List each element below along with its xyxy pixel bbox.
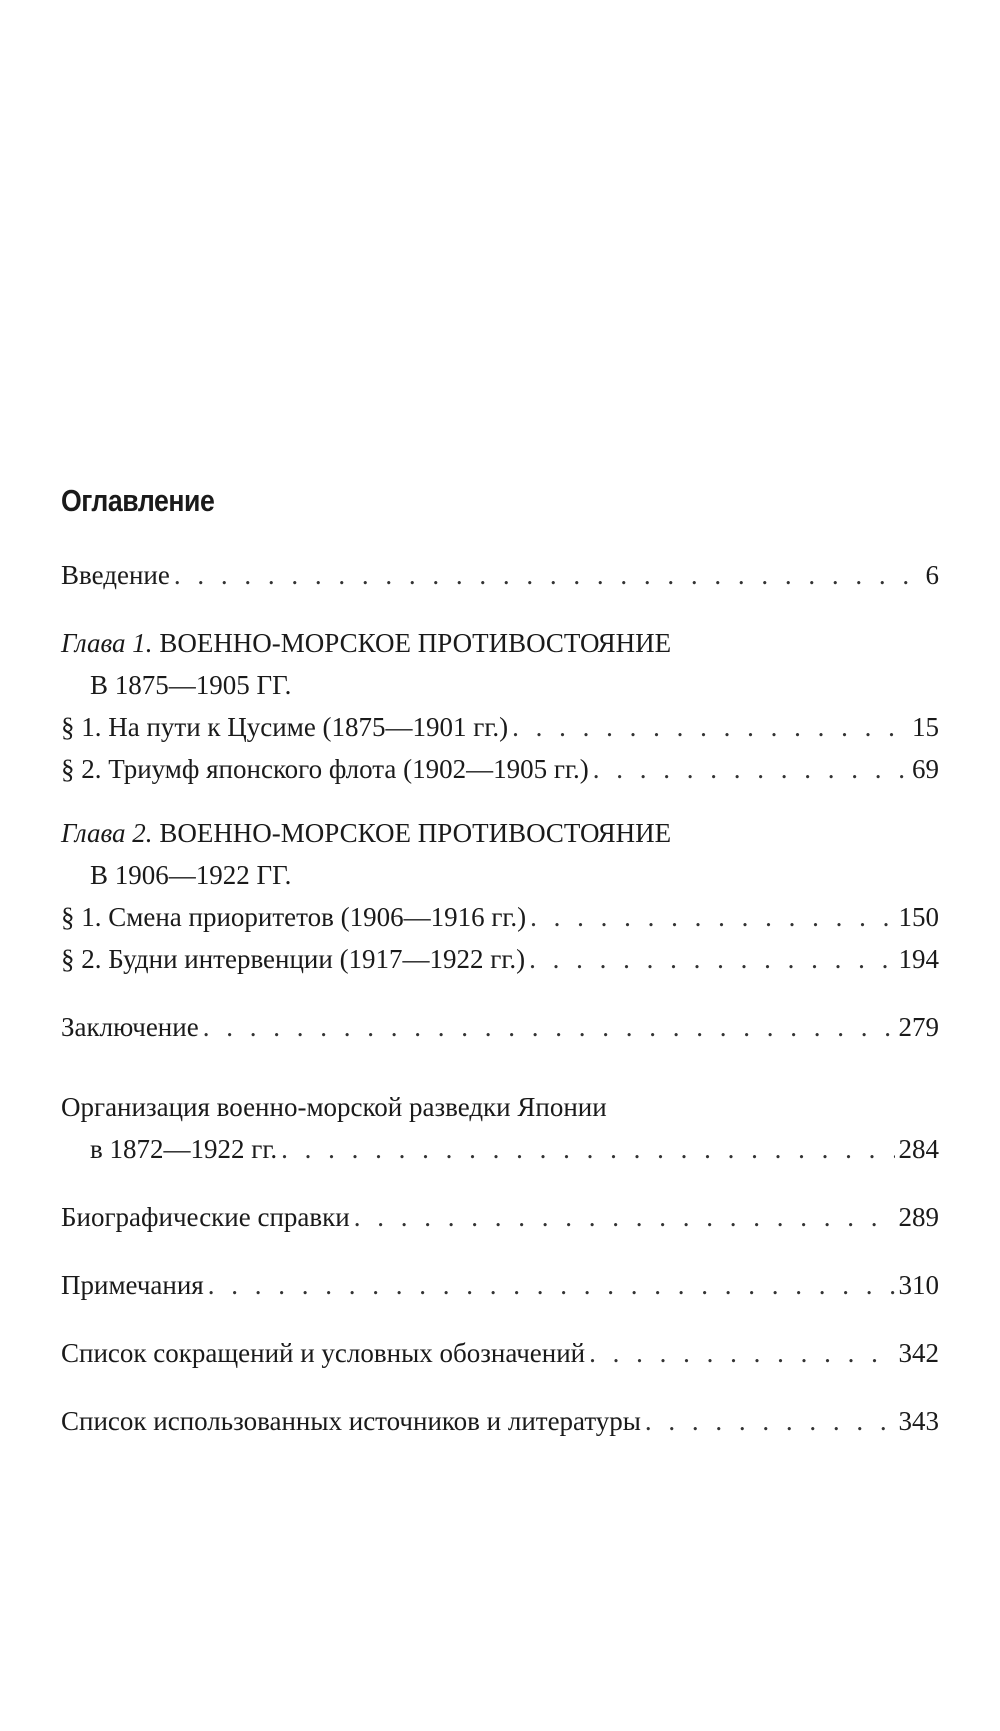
entry-page-number: 310: [898, 1270, 939, 1300]
toc-entry-chapter2-section2[interactable]: [61, 938, 939, 980]
chapter-1-title-line2: В 1875—1905 ГГ.: [90, 670, 292, 700]
entry-page-number: 342: [898, 1338, 939, 1368]
entry-page-number: 284: [898, 1134, 939, 1164]
toc-entry-chapter1-section2[interactable]: [61, 748, 939, 790]
toc-entry-notes[interactable]: [61, 1264, 939, 1306]
dot-leader: [530, 896, 894, 938]
entry-label: Заключение: [61, 1012, 199, 1042]
dot-leader: [354, 1196, 895, 1238]
toc-entry-biographies[interactable]: [61, 1196, 939, 1238]
chapter-2-prefix: Глава 2.: [61, 818, 153, 848]
entry-label: Список сокращений и условных обозначений: [61, 1338, 586, 1368]
dot-leader: [645, 1400, 895, 1442]
toc-entry-conclusion[interactable]: [61, 1006, 939, 1048]
entry-label: § 2. Будни интервенции (1917—1922 гг.): [61, 944, 526, 974]
table-of-contents: [61, 478, 939, 1442]
toc-entry-abbreviations[interactable]: [61, 1332, 939, 1374]
chapter-2-heading[interactable]: [61, 812, 939, 854]
toc-entry-chapter1-section1[interactable]: [61, 706, 939, 748]
dot-leader: [281, 1128, 894, 1170]
chapter-2-title-line1: ВОЕННО-МОРСКОЕ ПРОТИВОСТОЯНИЕ: [159, 818, 672, 848]
chapter-2-title-line2: В 1906—1922 ГГ.: [90, 860, 292, 890]
dot-leader: [174, 554, 922, 596]
dot-leader: [203, 1006, 895, 1048]
entry-page-number: 150: [898, 902, 939, 932]
entry-label: Список использованных источников и литературы: [61, 1406, 641, 1436]
entry-page-number: 6: [925, 560, 939, 590]
dot-leader: [593, 748, 908, 790]
entry-label: § 1. На пути к Цусиме (1875—1901 гг.): [61, 712, 509, 742]
chapter-1-heading[interactable]: [61, 622, 939, 664]
entry-page-number: 279: [898, 1012, 939, 1042]
appendix-title-line1[interactable]: Организация военно-морской разведки Японии: [61, 1092, 607, 1122]
entry-page-number: 15: [912, 712, 939, 742]
entry-label: § 2. Триумф японского флота (1902—1905 гг.): [61, 754, 589, 784]
dot-leader: [512, 706, 908, 748]
dot-leader: [529, 938, 894, 980]
toc-title: Оглавление: [61, 483, 215, 518]
entry-label: Введение: [61, 560, 170, 590]
entry-page-number: 289: [898, 1202, 939, 1232]
entry-page-number: 194: [898, 944, 939, 974]
toc-entry-appendix[interactable]: [61, 1128, 939, 1170]
toc-entry-introduction[interactable]: [61, 554, 939, 596]
chapter-1-title-line1: ВОЕННО-МОРСКОЕ ПРОТИВОСТОЯНИЕ: [159, 628, 672, 658]
entry-page-number: 69: [912, 754, 939, 784]
toc-entry-chapter2-section1[interactable]: [61, 896, 939, 938]
entry-label: § 1. Смена приоритетов (1906—1916 гг.): [61, 902, 527, 932]
chapter-1-prefix: Глава 1.: [61, 628, 153, 658]
entry-label: Биографические справки: [61, 1202, 350, 1232]
entry-label: Примечания: [61, 1270, 204, 1300]
toc-entry-sources[interactable]: [61, 1400, 939, 1442]
entry-page-number: 343: [898, 1406, 939, 1436]
dot-leader: [589, 1332, 894, 1374]
entry-label: в 1872—1922 гг.: [90, 1134, 278, 1164]
dot-leader: [208, 1264, 895, 1306]
